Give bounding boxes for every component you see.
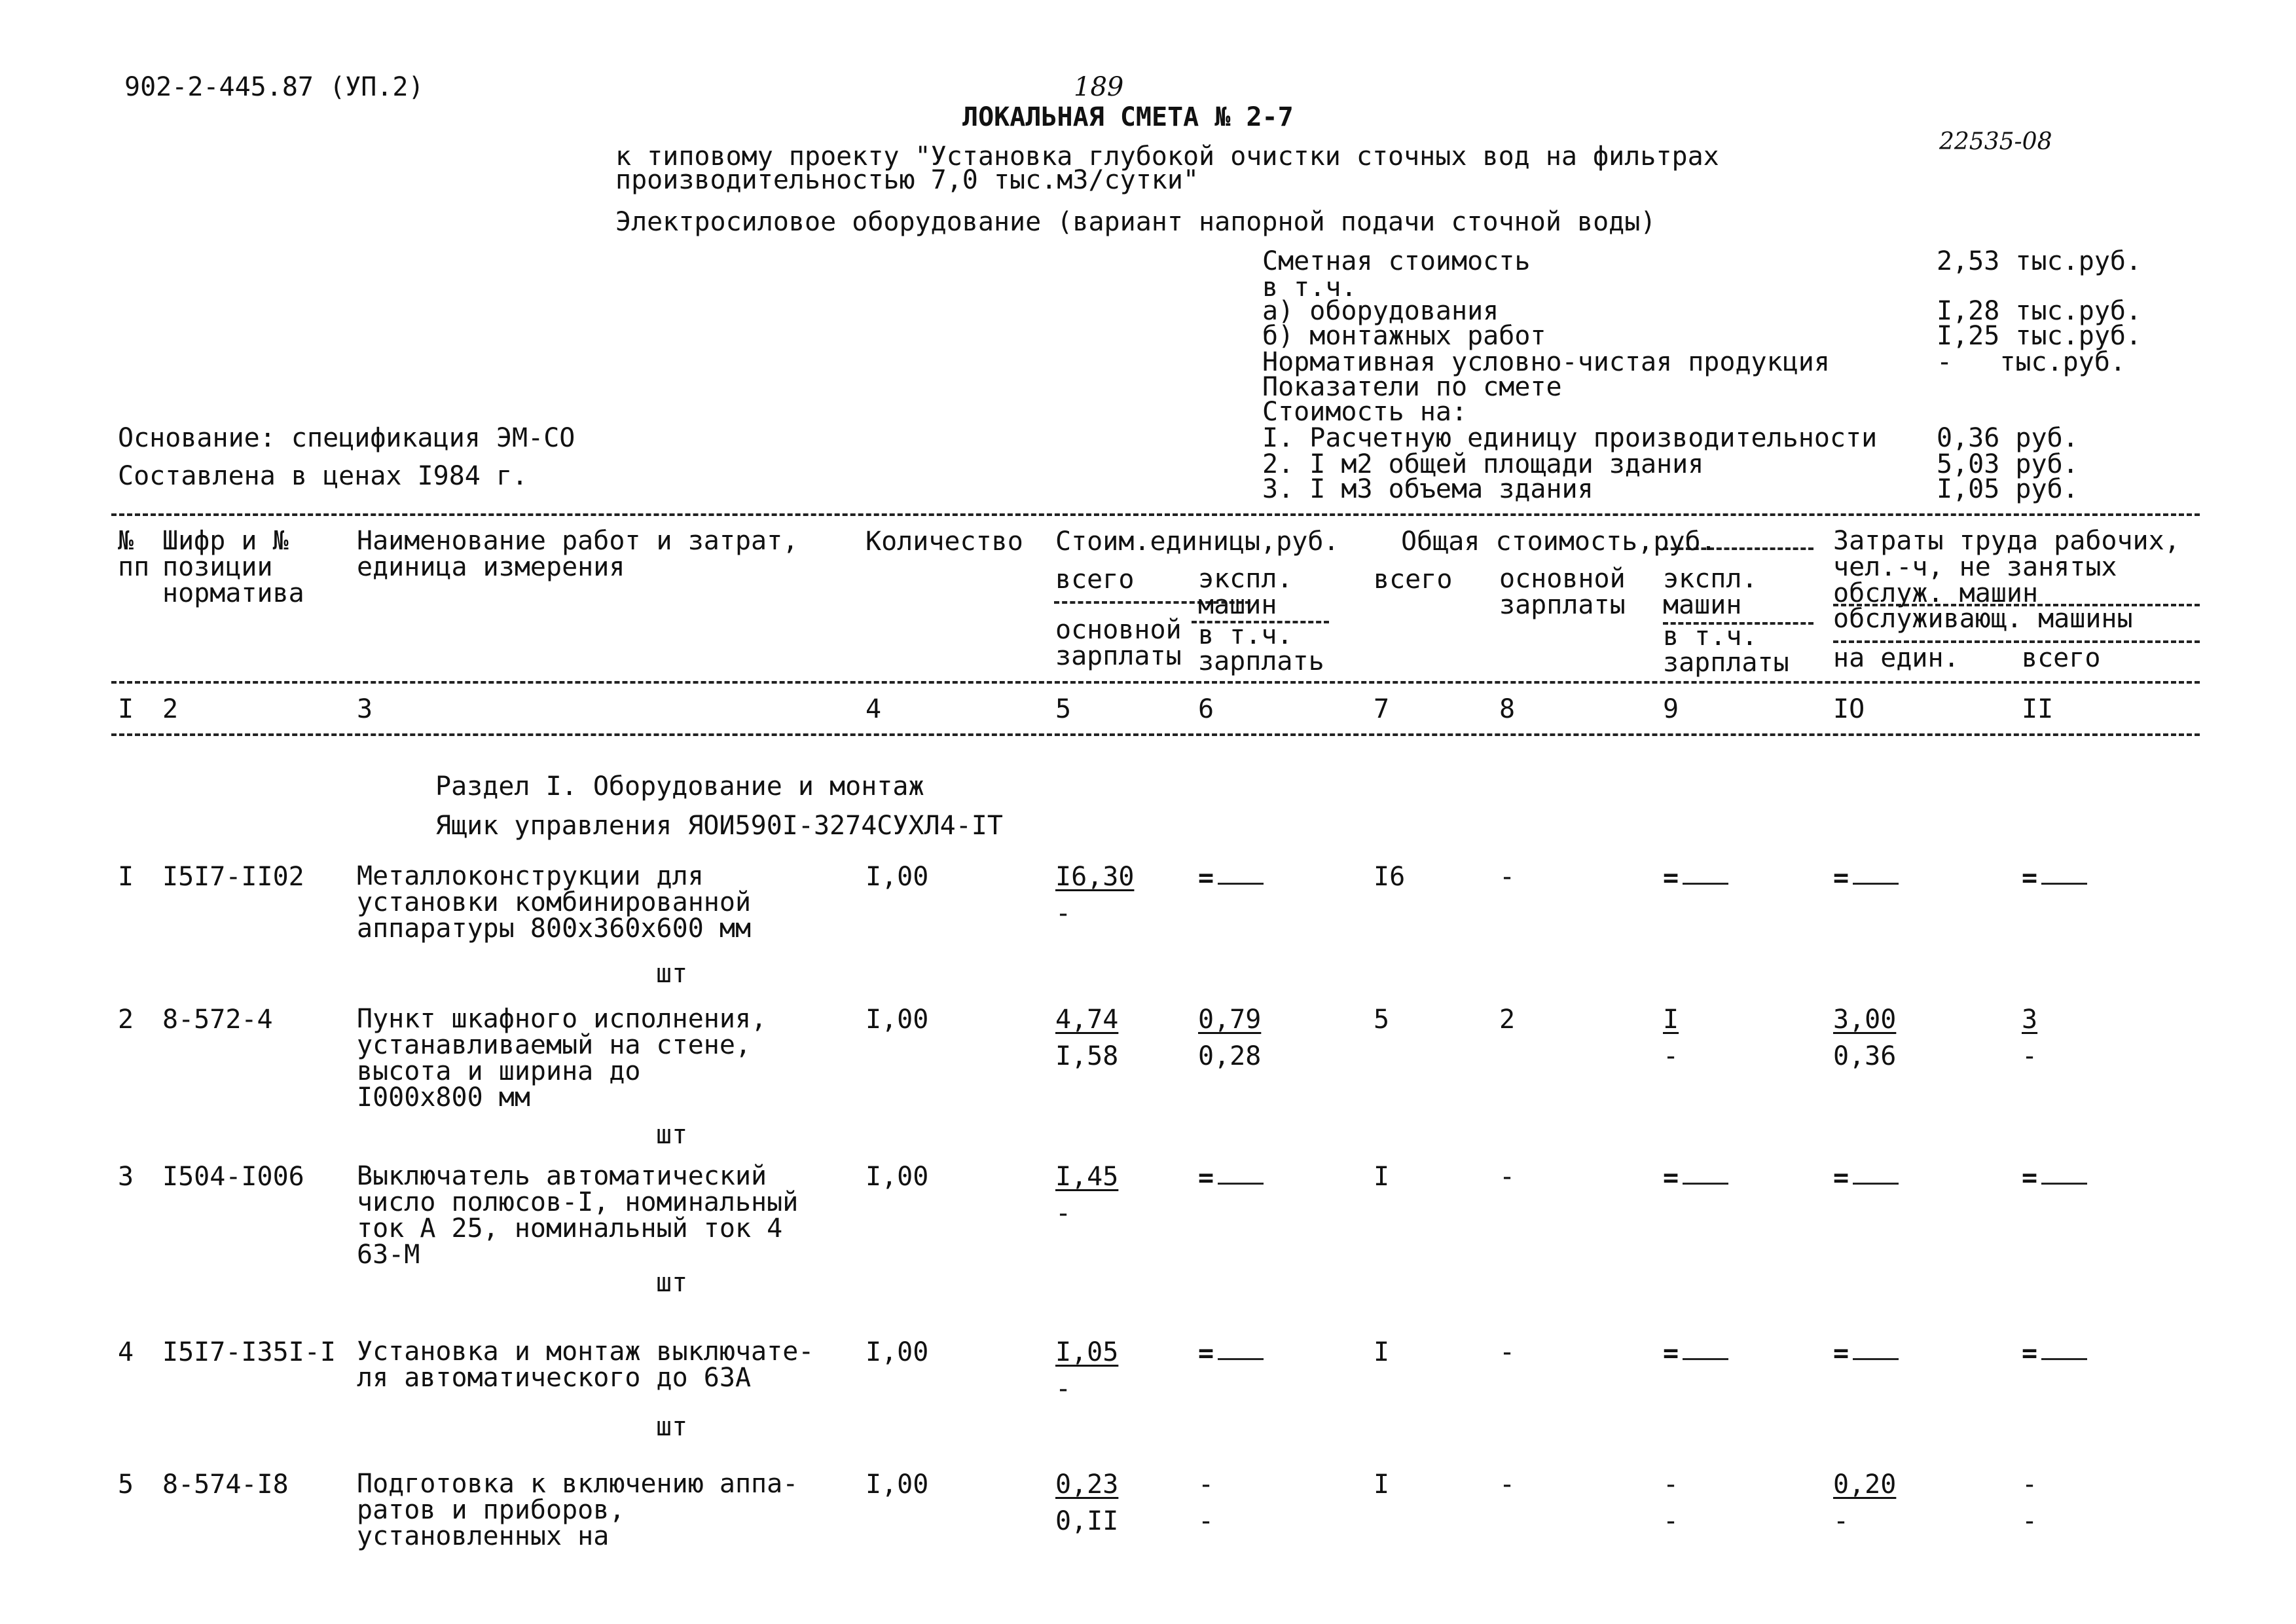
column-number: 9 [1663, 694, 1679, 724]
summary-label: Сметная стоимость [1262, 246, 1531, 276]
row-number: 5 [118, 1469, 134, 1500]
row-number: 4 [118, 1337, 134, 1367]
row-c11-bottom: - [2022, 1506, 2038, 1536]
row-c6-rule [1218, 1183, 1264, 1185]
row-c8: - [1499, 862, 1516, 892]
row-c10-rule [1853, 883, 1899, 885]
header-c6-machines: экспл. машин [1198, 564, 1293, 620]
rule-top [111, 513, 2200, 516]
summary-label: Нормативная условно-чистая продукция [1262, 347, 1830, 377]
summary-value: I,28 тыс.руб. [1937, 296, 2142, 326]
row-c11-top: 3 [2022, 1005, 2038, 1035]
row-c10-top: 3,00 [1833, 1005, 1897, 1035]
row-qty: I,00 [866, 862, 929, 892]
row-c10-top: = [1833, 863, 1850, 893]
subtitle-line-1: к типовому проекту "Установка глубокой очистки сточных вод на фильтрах [615, 141, 1719, 172]
header-total-cost: Общая стоимость,руб. [1401, 526, 1717, 557]
section-title: Раздел I. Оборудование и монтаж [435, 771, 924, 802]
summary-label: а) оборудования [1262, 296, 1499, 326]
row-c11-rule [2041, 883, 2087, 885]
row-name: Металлоконструкции для установки комбинированной аппаратуры 800х360х600 мм [357, 861, 752, 944]
row-c11-top: = [2022, 863, 2038, 893]
row-name: Установка и монтаж выключате- ля автоматического до 63А [357, 1337, 814, 1393]
summary-label: 3. I м3 объема здания [1262, 474, 1594, 504]
row-c8: - [1499, 1469, 1516, 1500]
column-number: I [118, 694, 134, 724]
header-code: Шифр и № позиции норматива [162, 526, 304, 608]
inventory-number: 22535-08 [1939, 128, 2052, 155]
row-c7: I [1374, 1162, 1390, 1192]
section-subtitle: Ящик управления ЯОИ590I-3274СУХЛ4-IТ [435, 811, 1003, 841]
row-c10-rule [1853, 1183, 1899, 1185]
row-c5-bottom: 0,II [1055, 1506, 1119, 1536]
header-c9-salary: в т.ч. зарплаты [1663, 621, 1789, 678]
row-c11-top: - [2022, 1469, 2038, 1500]
basis-spec: Основание: спецификация ЭМ-СО [118, 423, 575, 453]
row-c5-bottom: I,58 [1055, 1041, 1119, 1071]
row-c5-top: 4,74 [1055, 1005, 1119, 1035]
row-c9-rule [1683, 1358, 1728, 1360]
row-name: Пункт шкафного исполнения, устанавливаемый на стене, высота и ширина до I000х800 мм [357, 1004, 767, 1113]
row-c6-top: 0,79 [1198, 1005, 1262, 1035]
row-c11-top: = [2022, 1163, 2038, 1193]
row-c10-top: = [1833, 1163, 1850, 1193]
row-c6-top: = [1198, 1163, 1214, 1193]
row-c9-bottom: - [1663, 1506, 1679, 1536]
header-qty: Количество [866, 526, 1023, 557]
row-c10-bottom: - [1833, 1506, 1850, 1536]
row-c5-top: I,45 [1055, 1162, 1119, 1192]
summary-value: - тыс.руб. [1937, 347, 2126, 377]
column-number: 8 [1499, 694, 1516, 724]
rule-colnums-bottom [111, 733, 2200, 736]
summary-value: I,25 тыс.руб. [1937, 321, 2142, 351]
row-c8: - [1499, 1337, 1516, 1367]
row-code: I5I7-II02 [162, 862, 304, 892]
basis-prices: Составлена в ценах I984 г. [118, 461, 528, 491]
header-unit-cost: Стоим.единицы,руб. [1055, 526, 1339, 557]
row-c8: 2 [1499, 1005, 1516, 1035]
row-c11-rule [2041, 1183, 2087, 1185]
row-unit: шт [656, 1120, 688, 1150]
row-c8: - [1499, 1162, 1516, 1192]
column-number: 5 [1055, 694, 1072, 724]
row-unit: шт [656, 959, 688, 989]
row-c6-rule [1218, 1358, 1264, 1360]
header-c9-machines: экспл. машин [1663, 564, 1758, 620]
summary-value: 0,36 руб. [1937, 423, 2079, 453]
row-c6-bottom: - [1198, 1506, 1214, 1536]
document-code: 902-2-445.87 (УП.2) [124, 72, 424, 102]
row-c7: 5 [1374, 1005, 1390, 1035]
row-c10-bottom: 0,36 [1833, 1041, 1897, 1071]
row-name: Выключатель автоматический число полюсов-I, номинальный ток А 25, номинальный ток 4 63-М [357, 1161, 799, 1270]
subtitle-line-3: Электросиловое оборудование (вариант напорной подачи сточной воды) [615, 207, 1656, 237]
column-number: 7 [1374, 694, 1390, 724]
row-c10-top: = [1833, 1338, 1850, 1369]
row-code: I5I7-I35I-I [162, 1337, 336, 1367]
header-name: Наименование работ и затрат, единица измерения [357, 526, 799, 582]
header-num: № пп [118, 526, 150, 582]
row-c6-top: = [1198, 863, 1214, 893]
row-unit: шт [656, 1412, 688, 1442]
header-c5-total: всего [1055, 564, 1135, 595]
row-c11-bottom: - [2022, 1041, 2038, 1071]
header-c10-unit: на един. [1833, 643, 1959, 673]
row-c5-bottom: - [1055, 1374, 1072, 1404]
row-c9-bottom: - [1663, 1041, 1679, 1071]
row-c6-top: - [1198, 1469, 1214, 1500]
row-number: 2 [118, 1005, 134, 1035]
rule-header-bottom [111, 681, 2200, 684]
header-c7-total: всего [1374, 564, 1453, 595]
row-c9-top: = [1663, 1338, 1679, 1369]
column-number: 6 [1198, 694, 1214, 724]
row-c10-rule [1853, 1358, 1899, 1360]
row-c9-rule [1683, 1183, 1728, 1185]
header-labor: Затраты труда рабочих, чел.-ч, не занятых обслуж. машин [1833, 526, 2180, 608]
row-c5-top: I,05 [1055, 1337, 1119, 1367]
row-c7: I [1374, 1469, 1390, 1500]
row-qty: I,00 [866, 1469, 929, 1500]
row-c9-top: - [1663, 1469, 1679, 1500]
row-c11-rule [2041, 1358, 2087, 1360]
header-c5-salary: основной зарплаты [1055, 615, 1182, 671]
column-number: 3 [357, 694, 373, 724]
row-c11-top: = [2022, 1338, 2038, 1369]
row-qty: I,00 [866, 1337, 929, 1367]
row-number: I [118, 862, 134, 892]
header-labor-machines: обслуживающ. машины [1833, 604, 2133, 634]
summary-value: I,05 руб. [1937, 474, 2079, 504]
row-c5-bottom: - [1055, 898, 1072, 929]
row-unit: шт [656, 1268, 688, 1298]
summary-label: 2. I м2 общей площади здания [1262, 449, 1704, 479]
summary-value: 5,03 руб. [1937, 449, 2079, 479]
row-c9-rule [1683, 883, 1728, 885]
row-code: I504-I006 [162, 1162, 304, 1192]
row-name: Подготовка к включению аппа- ратов и приборов, установленных на [357, 1469, 799, 1551]
summary-label: Стоимость на: [1262, 397, 1468, 427]
header-c6-salary: в т.ч. зарплать [1198, 620, 1324, 676]
row-c6-bottom: 0,28 [1198, 1041, 1262, 1071]
page-number: 189 [1074, 72, 1124, 102]
row-c6-top: = [1198, 1338, 1214, 1369]
summary-label: I. Расчетную единицу производительности [1262, 423, 1878, 453]
header-c8-salary: основной зарплаты [1499, 564, 1626, 620]
summary-label: в т.ч. [1262, 272, 1357, 303]
column-number: II [2022, 694, 2054, 724]
row-c7: I6 [1374, 862, 1406, 892]
summary-label: Показатели по смете [1262, 372, 1562, 402]
summary-label: б) монтажных работ [1262, 321, 1546, 351]
row-c9-top: = [1663, 863, 1679, 893]
column-number: 2 [162, 694, 179, 724]
row-c6-rule [1218, 883, 1264, 885]
header-c11-total: всего [2022, 643, 2101, 673]
row-c7: I [1374, 1337, 1390, 1367]
row-c5-top: I6,30 [1055, 862, 1135, 892]
row-c5-bottom: - [1055, 1198, 1072, 1228]
column-number: IO [1833, 694, 1865, 724]
row-number: 3 [118, 1162, 134, 1192]
row-qty: I,00 [866, 1005, 929, 1035]
row-code: 8-572-4 [162, 1005, 273, 1035]
document-title: ЛОКАЛЬНАЯ СМЕТА № 2-7 [962, 102, 1294, 132]
row-c9-top: = [1663, 1163, 1679, 1193]
row-code: 8-574-I8 [162, 1469, 289, 1500]
summary-value: 2,53 тыс.руб. [1937, 246, 2142, 276]
row-qty: I,00 [866, 1162, 929, 1192]
row-c10-top: 0,20 [1833, 1469, 1897, 1500]
row-c9-top: I [1663, 1005, 1679, 1035]
subtitle-line-2: производительностью 7,0 тыс.м3/сутки" [615, 165, 1199, 195]
column-number: 4 [866, 694, 882, 724]
row-c5-top: 0,23 [1055, 1469, 1119, 1500]
